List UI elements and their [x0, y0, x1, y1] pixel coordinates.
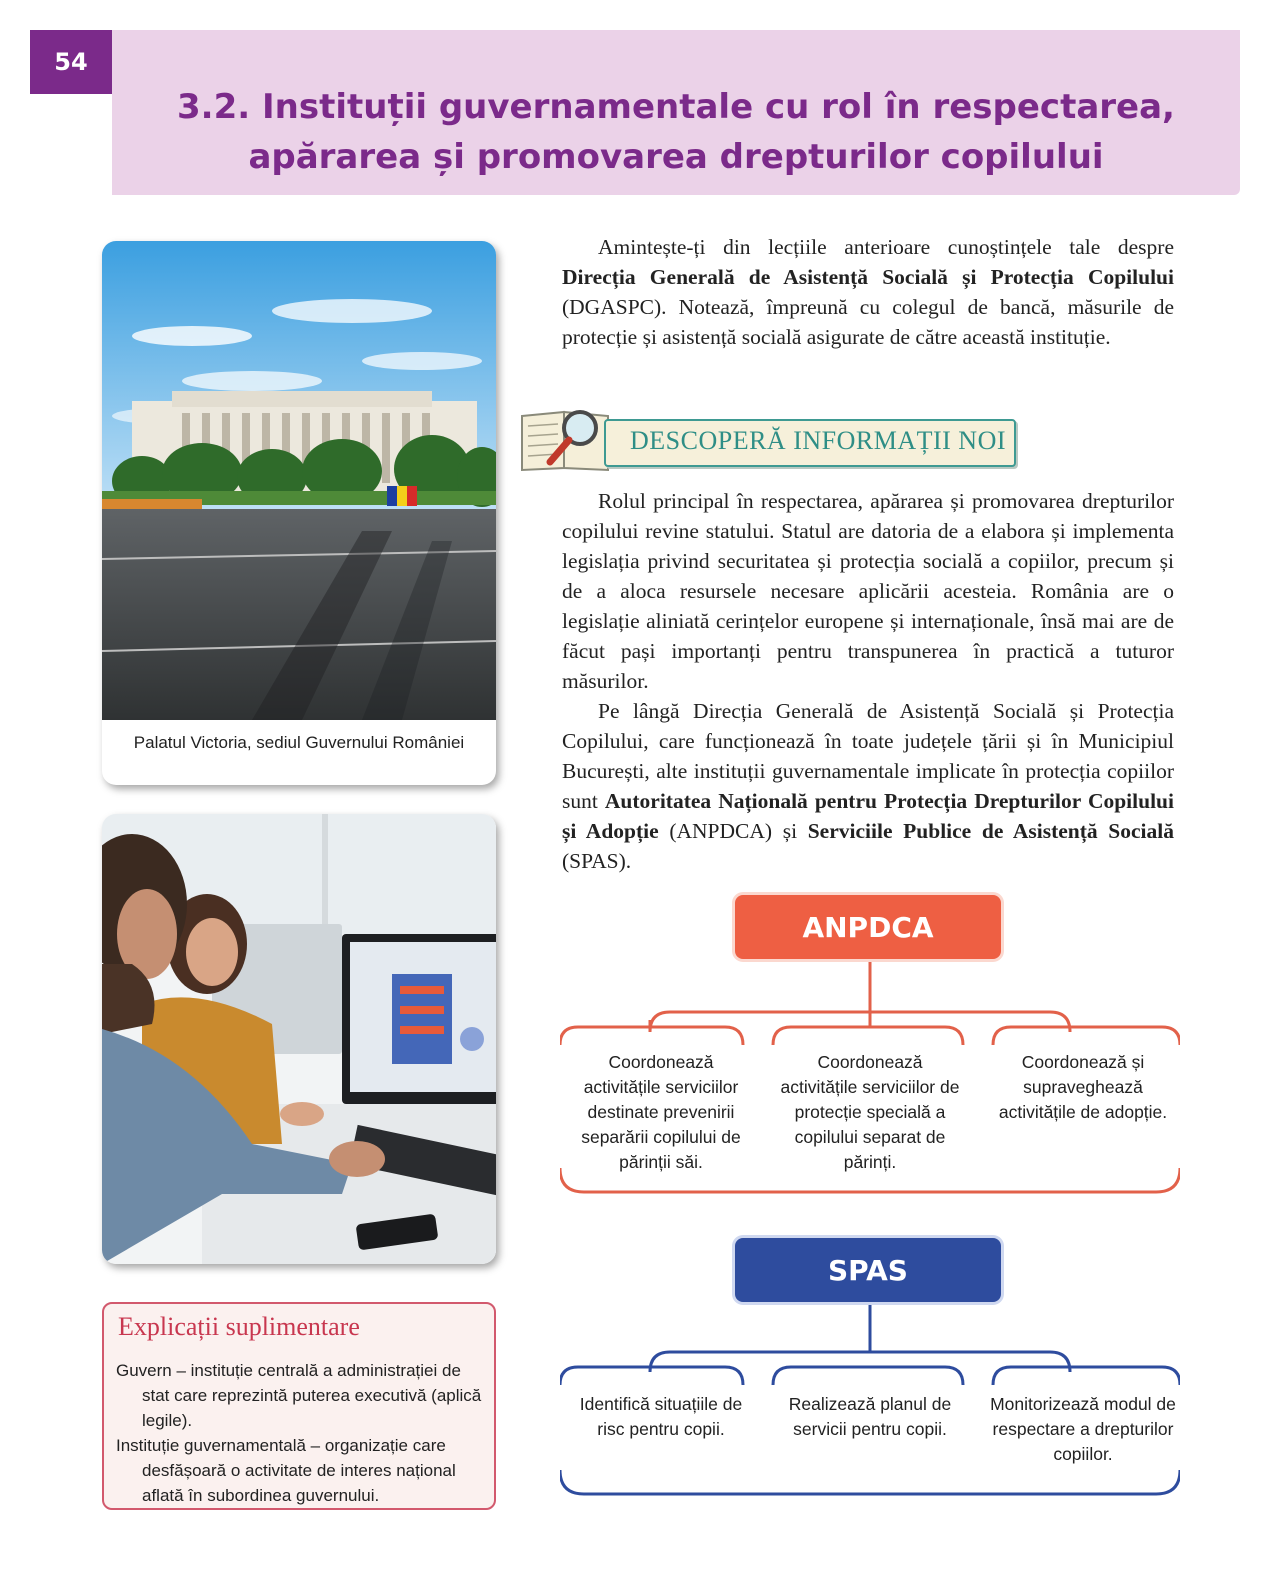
explanations-title: Explicații suplimentare	[118, 1312, 360, 1341]
anpdca-child-2: Coordonează activitățile serviciilor de protecție specială a copilului separat de părinți.	[780, 1052, 960, 1172]
magnifier-book-icon	[516, 398, 616, 478]
spas-full-name: Serviciile Publice de Asistență Socială	[807, 819, 1174, 843]
main-paragraph-2	[562, 696, 1174, 876]
government-palace-photo	[102, 241, 496, 720]
spas-child-1: Identifică situațiile de risc pentru copii.	[579, 1394, 743, 1439]
main-p2-end: (SPAS).	[562, 849, 632, 873]
intro-paragraph	[562, 232, 1174, 352]
photo-caption: Palatul Victoria, sediul Guvernului României	[133, 733, 465, 752]
spas-child-2: Realizează planul de servicii pentru copii.	[788, 1394, 952, 1439]
page-title-line-1: 3.2. Instituții guvernamentale cu rol în respectarea,	[177, 87, 1175, 127]
main-text	[562, 486, 1174, 876]
photo-card-office	[102, 814, 496, 1264]
spas-node: SPAS	[735, 1238, 1001, 1302]
anpdca-node: ANPDCA	[735, 895, 1001, 959]
spas-child-3: Monitorizează modul de respectare a drepturilor copiilor.	[990, 1394, 1176, 1464]
page-number: 54	[30, 30, 112, 94]
main-p2-middle: (ANPDCA) și	[658, 819, 808, 843]
intro-text: Amintește-ți din lecțiile anterioare cunoștințele tale despre	[598, 235, 1174, 259]
definition-guvern: Guvern – instituție centrală a administrației de stat care reprezintă puterea executivă (aplică legile).	[116, 1361, 482, 1430]
photo-card-government-palace	[102, 241, 496, 785]
discover-label: DESCOPERĂ INFORMAȚII NOI	[630, 426, 1007, 455]
anpdca-full-name: Autoritatea Națională pentru Protecția Drepturilor Copilului și Adopție	[562, 789, 1174, 843]
main-p2-text: Pe lângă Direcția Generală de Asistență Socială și Protecția Copilului, care funcționează în toate județele țării și în Municipiul București, alte instituții guvernamentale implicate în protecția copiilor sunt	[562, 699, 1174, 813]
definition-institutie: Instituție guvernamentală – organizație care desfășoară o activitate de interes național aflată în subordinea guvernului.	[116, 1436, 456, 1505]
intro-text-end: (DGASPC). Notează, împreună cu colegul de bancă, măsurile de protecție și asistență socială asigurate de către această instituție.	[562, 295, 1174, 349]
page-title-line-2: apărarea și promovarea drepturilor copilului	[248, 137, 1104, 177]
main-paragraph-1: Rolul principal în respectarea, apărarea și promovarea drepturilor copilului revine statului. Statul are datoria de a elabora și implementa legislația privind securitatea și protecția socială a copiilor, precum și de a aloca resursele necesare aplicării acesteia. România are o legislație aliniată cerințelor europene și internaționale, însă mai are de făcut pași importanți pentru transpunerea în practică a tuturor măsurilor.	[562, 489, 1174, 693]
anpdca-child-1: Coordonează activitățile serviciilor destinate prevenirii separării copilului de părinții săi.	[581, 1052, 741, 1172]
page-title	[112, 82, 1240, 182]
explanations-body	[116, 1358, 484, 1508]
office-workers-photo	[102, 814, 496, 1264]
anpdca-child-3: Coordonează și supraveghează activitățile de adopție.	[998, 1052, 1168, 1122]
explanations-box	[102, 1302, 496, 1510]
dgaspc-name: Direcția Generală de Asistență Socială și Protecția Copilului	[562, 265, 1174, 289]
